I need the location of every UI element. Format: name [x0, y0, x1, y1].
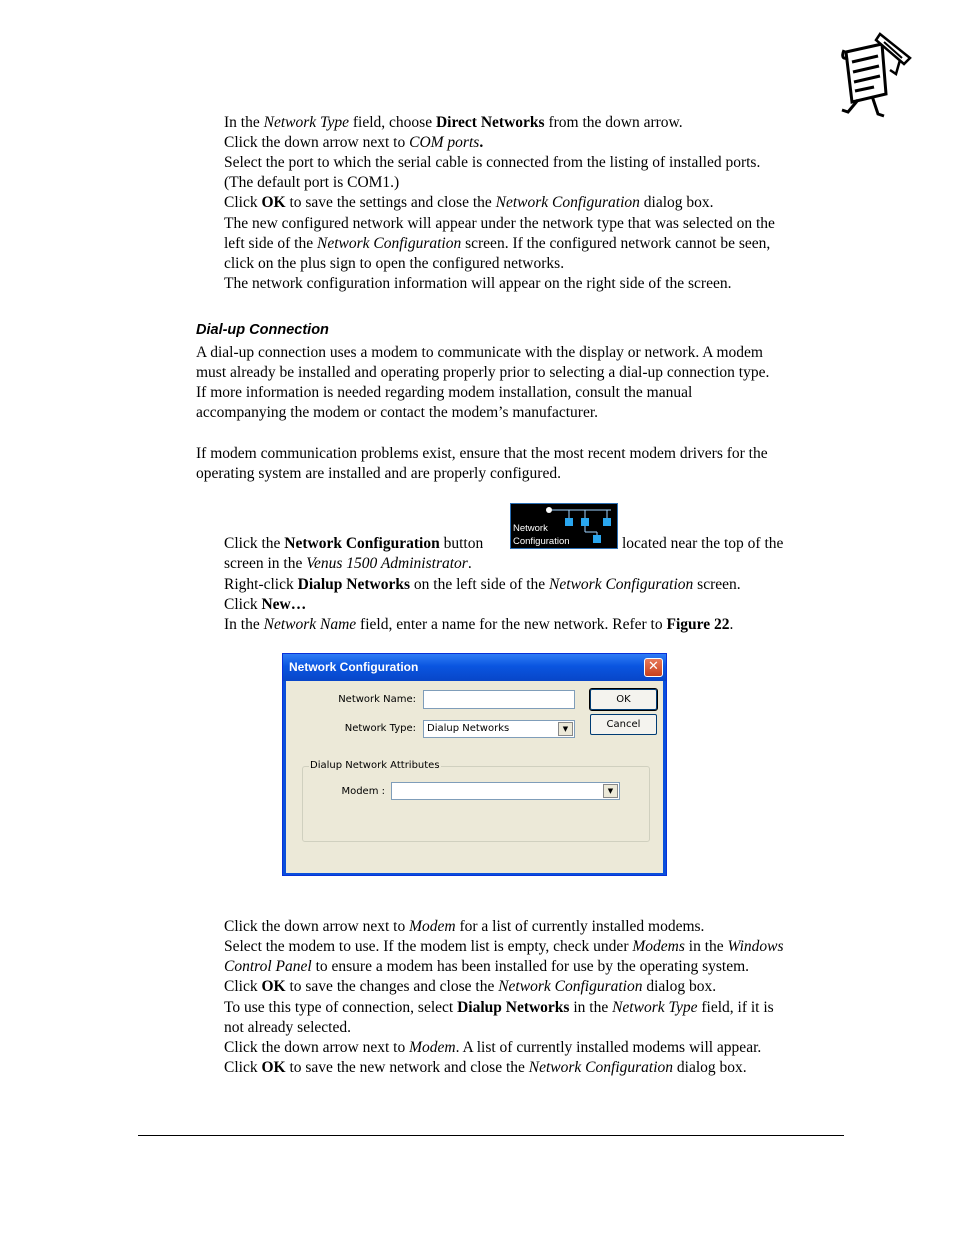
step-line: In the Network Type field, choose Direct Networks from the down arrow. — [224, 114, 683, 131]
network-configuration-button-label-1: Network — [513, 523, 548, 534]
paragraph-line: If more information is needed regarding modem installation, consult the manual — [196, 384, 693, 401]
step-line: (The default port is COM1.) — [224, 174, 400, 191]
network-type-select[interactable]: Dialup Networks ▼ — [423, 720, 575, 738]
network-name-input[interactable] — [423, 690, 575, 709]
step-line: Click OK to save the new network and close the Network Configuration dialog box. — [224, 1059, 747, 1076]
step-line: Click OK to save the settings and close the Network Configuration dialog box. — [224, 194, 714, 211]
chevron-down-icon[interactable]: ▼ — [603, 784, 618, 798]
group-title: Dialup Network Attributes — [310, 760, 440, 771]
step-line: The new configured network will appear under the network type that was selected on the — [224, 215, 775, 232]
step-line: Control Panel to ensure a modem has been installed for use by the operating system. — [224, 958, 750, 975]
step-click-network-configuration: Click the Network Configuration button — [224, 535, 484, 552]
step-line: Select the port to which the serial cable is connected from the listing of installed ports. — [224, 154, 761, 171]
paragraph-line: accompanying the modem or contact the modem’s manufacturer. — [196, 404, 599, 421]
dialog-title: Network Configuration — [289, 660, 419, 674]
modem-select[interactable] — [391, 782, 620, 800]
cancel-button[interactable]: Cancel — [590, 714, 657, 735]
chevron-down-icon[interactable]: ▼ — [558, 722, 573, 736]
step-line: screen in the Venus 1500 Administrator. — [224, 555, 472, 572]
modem-label: Modem : — [341, 786, 385, 797]
section-heading: Dial-up Connection — [196, 322, 329, 338]
step-line: Click OK to save the changes and close the Network Configuration dialog box. — [224, 978, 717, 995]
step-line: Click the down arrow next to Modem for a list of currently installed modems. — [224, 918, 705, 935]
close-icon[interactable]: ✕ — [644, 658, 663, 677]
step-line: In the Network Name field, enter a name for the new network. Refer to Figure 22. — [224, 616, 734, 633]
network-name-label: Network Name: — [338, 694, 416, 705]
document-quill-icon — [838, 30, 914, 120]
step-click-network-configuration-tail: located near the top of the — [622, 535, 784, 552]
step-line: Click the down arrow next to Modem. A list of currently installed modems will appear. — [224, 1039, 762, 1056]
dialog-body — [286, 681, 663, 873]
step-line: Click the down arrow next to COM ports. — [224, 134, 484, 151]
paragraph-line: A dial-up connection uses a modem to communicate with the display or network. A modem — [196, 344, 763, 361]
footer-divider — [138, 1135, 844, 1136]
network-type-label: Network Type: — [344, 723, 416, 734]
step-line: left side of the Network Configuration screen. If the configured network cannot be seen, — [224, 235, 771, 252]
step-line: click on the plus sign to open the configured networks. — [224, 255, 565, 272]
paragraph-line: If modem communication problems exist, ensure that the most recent modem drivers for the — [196, 445, 768, 462]
network-configuration-button-label-2: Configuration — [513, 536, 570, 547]
dialup-network-attributes-group — [302, 760, 650, 842]
step-line: Select the modem to use. If the modem list is empty, check under Modems in the Windows — [224, 938, 784, 955]
network-configuration-button[interactable] — [510, 503, 618, 549]
step-line: Click New… — [224, 596, 307, 613]
step-line: To use this type of connection, select Dialup Networks in the Network Type field, if it is — [224, 999, 774, 1016]
step-line: Right-click Dialup Networks on the left side of the Network Configuration screen. — [224, 576, 741, 593]
step-line: not already selected. — [224, 1019, 351, 1036]
dialog-titlebar — [283, 654, 666, 681]
step-line: The network configuration information will appear on the right side of the screen. — [224, 275, 732, 292]
paragraph-line: must already be installed and operating properly prior to selecting a dial-up connection type. — [196, 364, 770, 381]
ok-button[interactable]: OK — [590, 689, 657, 710]
network-configuration-dialog — [282, 653, 667, 876]
paragraph-line: operating system are installed and are properly configured. — [196, 465, 561, 482]
